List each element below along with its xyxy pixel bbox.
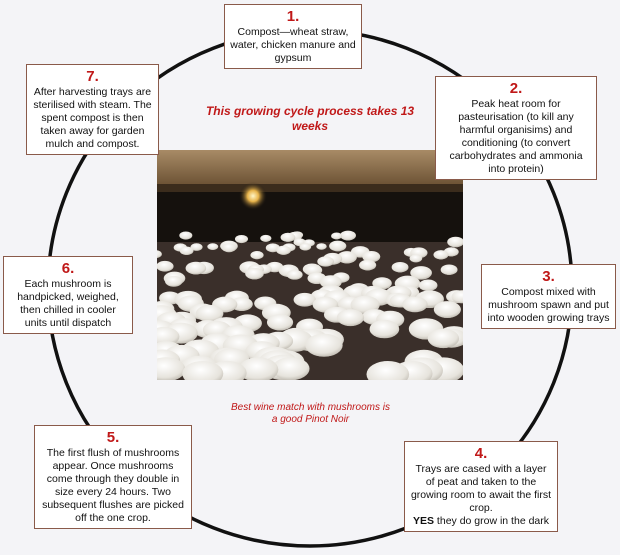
step-5-number: 5.: [106, 429, 120, 446]
step-3-box: [481, 264, 616, 329]
step-4-emphasis-rest: they do grow in the dark: [434, 515, 549, 527]
step-6-box: [3, 256, 133, 334]
step-5-box: [34, 425, 192, 529]
step-3-text: Compost mixed with mushroom spawn and put into wooden growing trays: [487, 286, 610, 324]
step-5-text: The first flush of mushrooms appear. Once mushrooms come through they double in size every 24 hours. Two subsequent flushes are picked off the one crop.: [42, 447, 184, 524]
step-4-box: [404, 441, 558, 532]
mushroom-tray-photo: [157, 150, 463, 380]
step-7-text: After harvesting trays are sterilised with steam. The spent compost is then taken away for garden mulch and compost.: [33, 86, 152, 150]
step-2-text: Peak heat room for pasteurisation (to kill any harmful organisims) and conditioning (to convert carbohydrates and ammonia into protein): [449, 98, 583, 175]
step-4-text: [410, 463, 552, 528]
step-7-number: 7.: [86, 68, 99, 85]
step-6-text: Each mushroom is handpicked, weighed, then chilled in cooler units until dispatch: [17, 278, 119, 329]
step-7-box: [26, 64, 159, 155]
step-1-box: [224, 4, 362, 69]
step-2-number: 2.: [509, 80, 523, 97]
cycle-duration-title: This growing cycle process takes 13 weeks: [205, 104, 415, 133]
step-1-text: Compost—wheat straw, water, chicken manure and gypsum: [230, 26, 356, 64]
step-2-box: [435, 76, 597, 180]
step-6-number: 6.: [61, 260, 75, 277]
step-1-number: 1.: [286, 8, 300, 25]
wine-match-note: Best wine match with mushrooms is a good Pinot Noir: [231, 402, 390, 425]
step-4-main-text: Trays are cased with a layer of peat and taken to the growing room to await the first crop.: [410, 463, 552, 514]
step-3-number: 3.: [542, 268, 555, 285]
step-4-number: 4.: [474, 445, 488, 462]
step-4-emphasis: YES: [413, 515, 435, 527]
